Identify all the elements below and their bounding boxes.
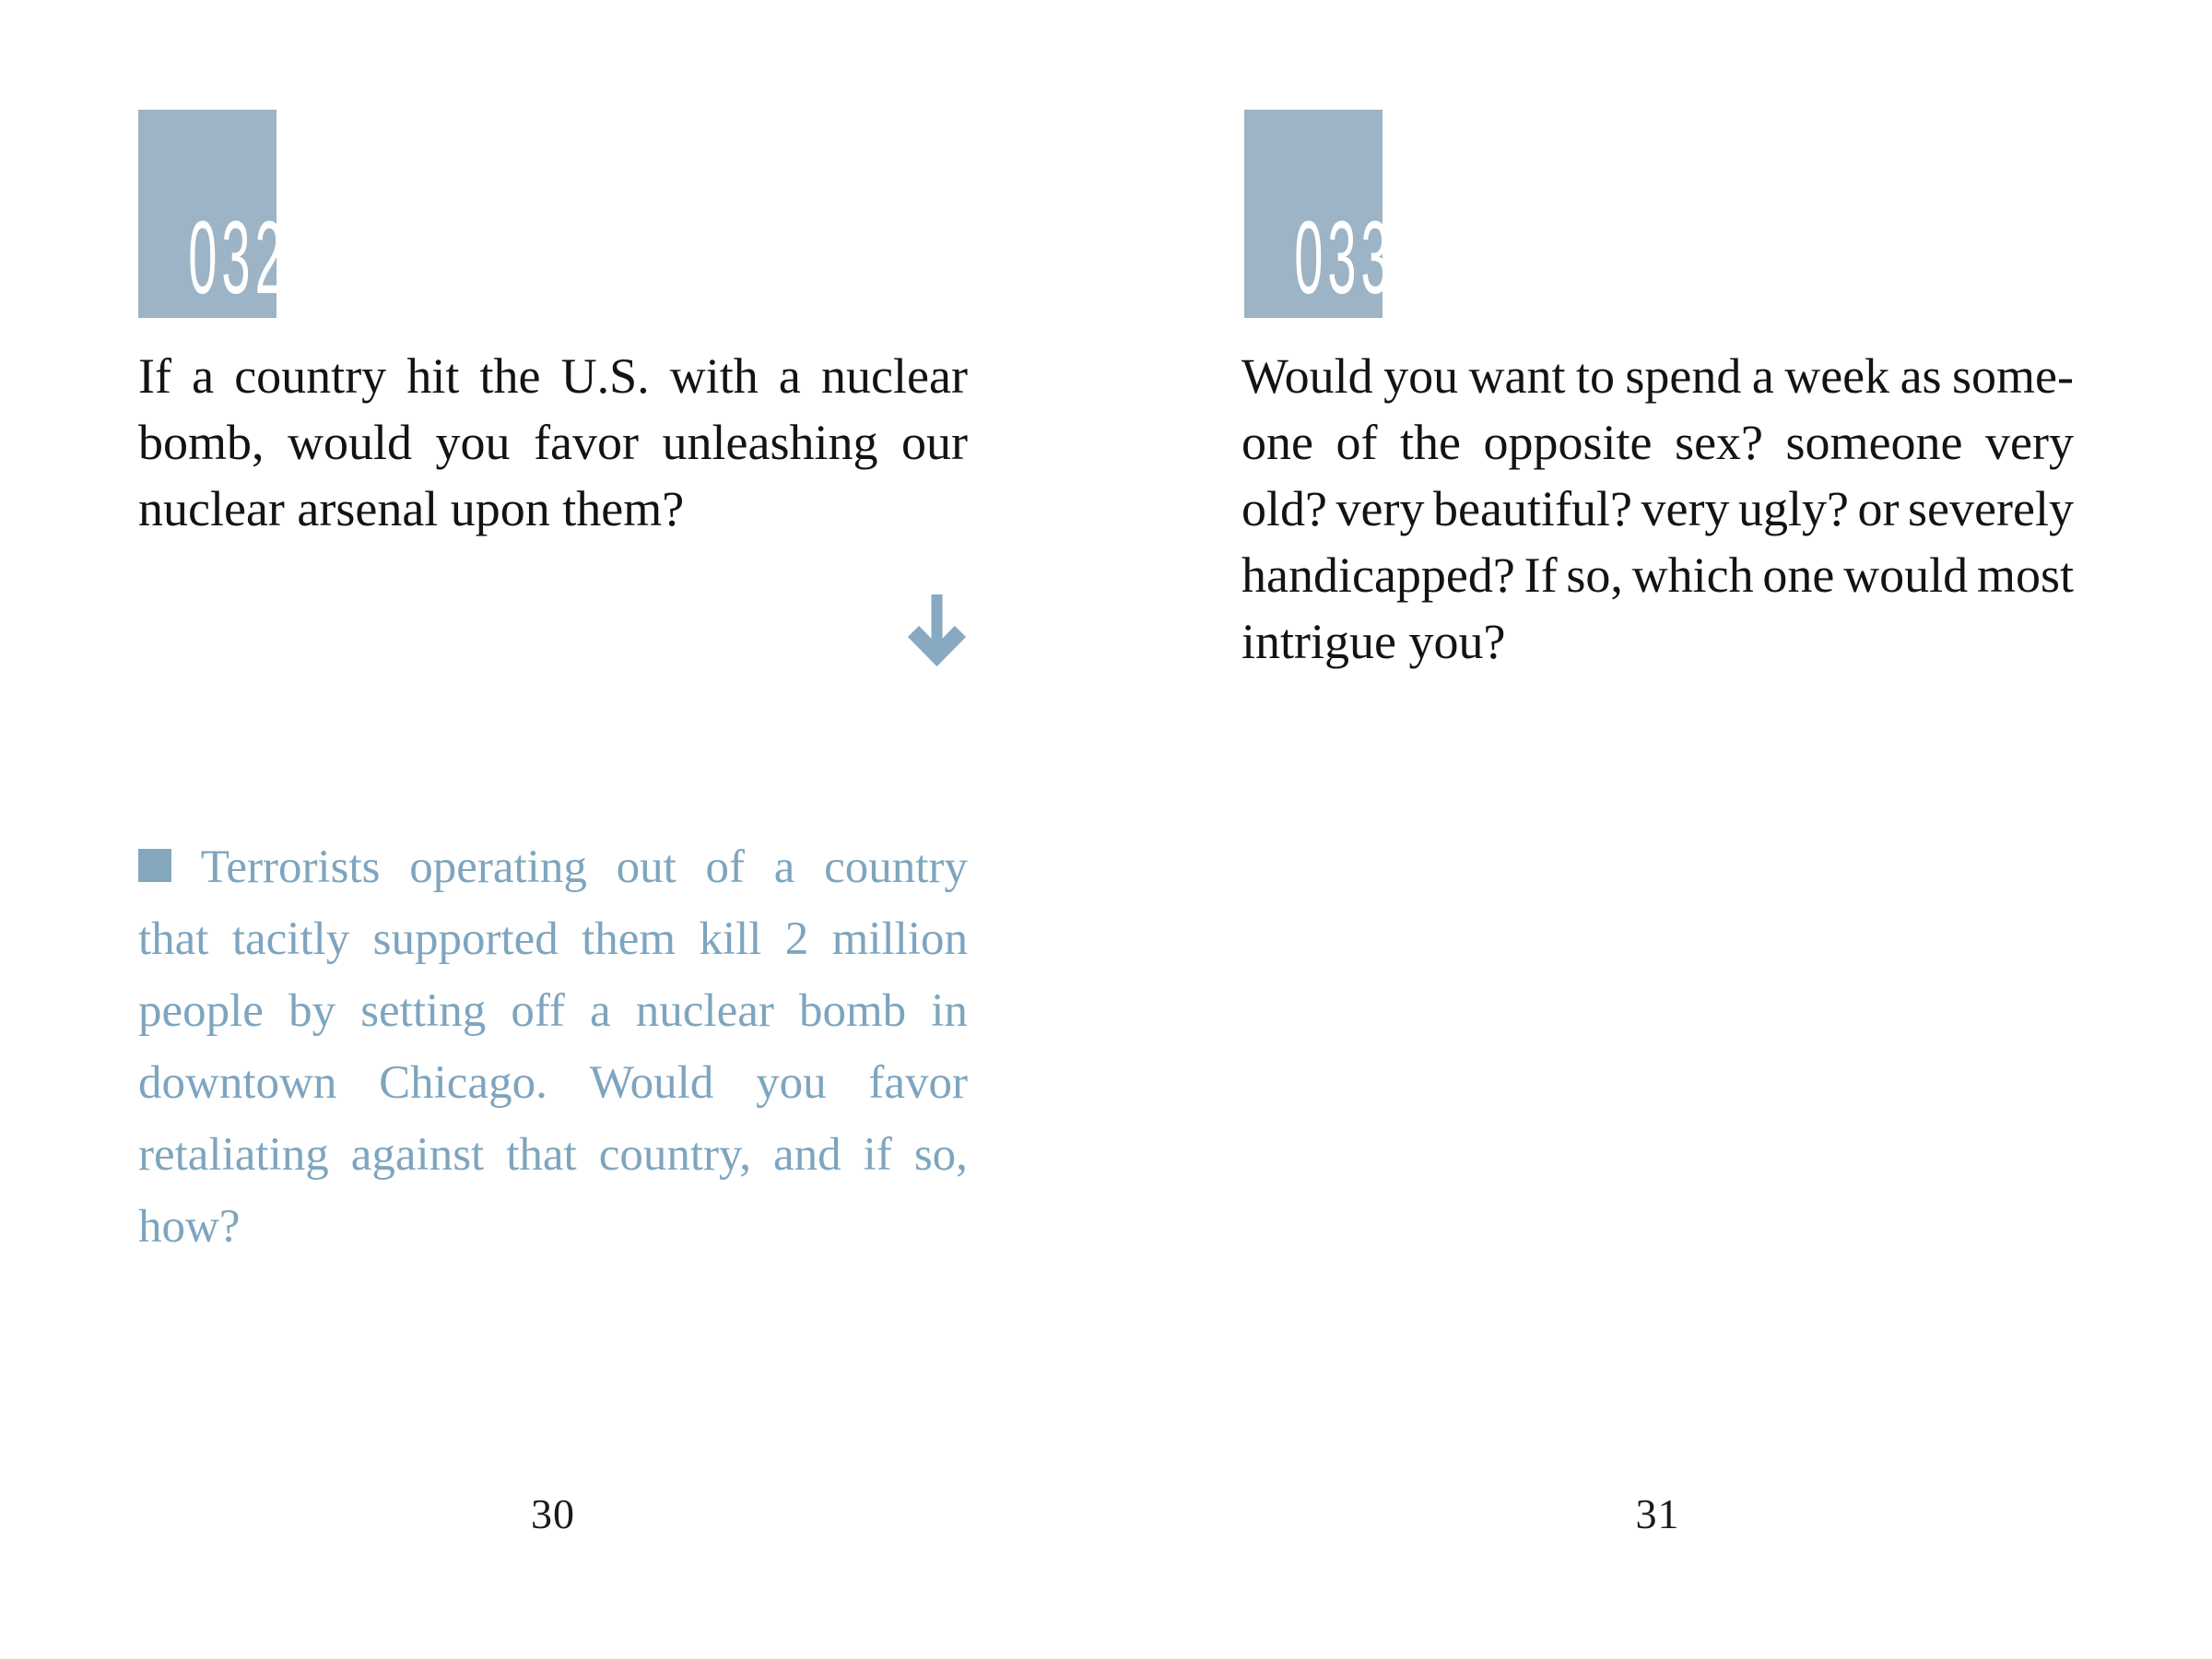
answer-text — [138, 831, 968, 1263]
question-number: 033 — [1294, 200, 1394, 315]
question-text — [1241, 343, 2074, 675]
question-line: If a country hit the U.S. with a nuclear — [138, 348, 968, 404]
answer-line: how? — [138, 1201, 241, 1253]
answer-line: that tacitly supported them kill 2 million — [138, 913, 968, 965]
question-line: bomb, would you favor unleashing our — [138, 415, 968, 470]
answer-line: Terrorists operating out of a country — [138, 831, 968, 903]
question-line: intrigue you? — [1241, 614, 1506, 669]
down-arrow-icon — [906, 594, 968, 677]
page-number-folio: 31 — [1635, 1490, 1680, 1537]
question-text — [138, 343, 968, 542]
answer-line: downtown Chicago. Would you favor — [138, 1057, 968, 1109]
question-line: Would you want to spend a week as some- — [1241, 348, 2074, 404]
square-bullet-icon — [138, 849, 171, 882]
answer-line: people by setting off a nuclear bomb in — [138, 985, 968, 1037]
page-number-folio: 30 — [531, 1490, 575, 1537]
question-line: handicapped? If so, which one would most — [1241, 547, 2074, 603]
question-number-badge — [138, 110, 288, 318]
question-line: one of the opposite sex? someone very — [1241, 415, 2074, 470]
question-number: 032 — [188, 200, 288, 315]
answer-line: retaliating against that country, and if so, — [138, 1129, 968, 1181]
question-number-badge — [1244, 110, 1394, 318]
question-line: old? very beautiful? very ugly? or severely — [1241, 481, 2074, 536]
question-line: nuclear arsenal upon them? — [138, 481, 685, 536]
